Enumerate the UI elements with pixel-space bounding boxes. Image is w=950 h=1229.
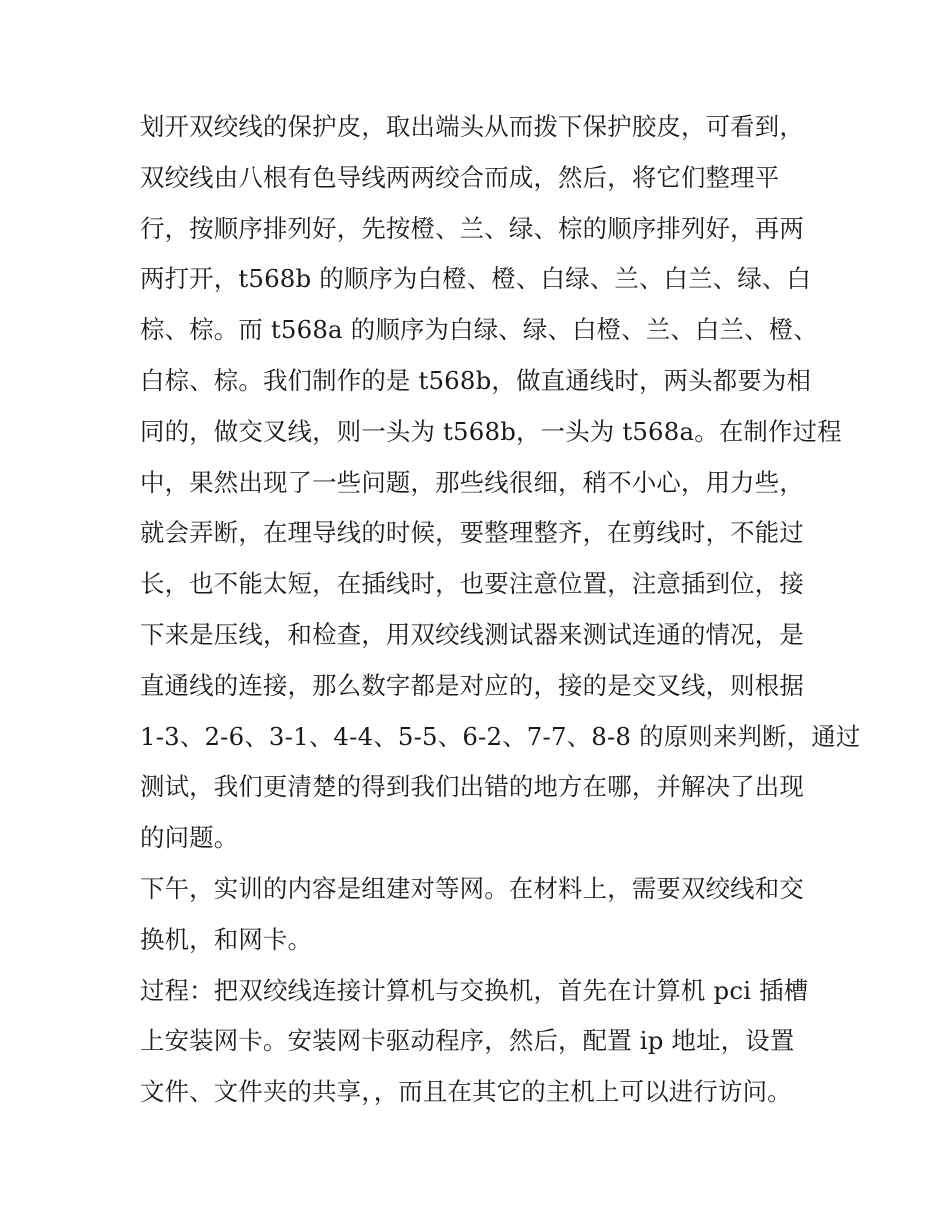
- document-body: [140, 102, 861, 1118]
- text-line: 就会弄断，在理导线的时候，要整理整齐，在剪线时，不能过: [140, 518, 804, 548]
- text-line: 直通线的连接，那么数字都是对应的，接的是交叉线，则根据: [140, 670, 804, 700]
- text-line: 过程：把双绞线连接计算机与交换机，首先在计算机 pci 插槽: [140, 975, 809, 1005]
- text-line: 的问题。: [140, 823, 239, 853]
- paragraph-process: [140, 966, 812, 1118]
- text-line: 两打开，t568b 的顺序为白橙、橙、白绿、兰、白兰、绿、白: [140, 264, 812, 294]
- text-line: 中，果然出现了一些问题，那些线很细，稍不小心，用力些，: [140, 467, 804, 497]
- text-line: 测试，我们更清楚的得到我们出错的地方在哪，并解决了出现: [140, 772, 804, 802]
- text-line: 长，也不能太短，在插线时，也要注意位置，注意插到位，接: [140, 569, 804, 599]
- paragraph-afternoon: [140, 864, 812, 966]
- paragraph-twisted-pair: [140, 102, 861, 864]
- text-line: 换机，和网卡。: [140, 924, 313, 954]
- text-line: 同的，做交叉线，则一头为 t568b，一头为 t568a。在制作过程: [140, 416, 842, 446]
- text-line: 双绞线由八根有色导线两两绞合而成，然后，将它们整理平: [140, 162, 780, 192]
- text-line: 行，按顺序排列好，先按橙、兰、绿、棕的顺序排列好，再两: [140, 213, 804, 243]
- text-line: 棕、棕。而 t568a 的顺序为白绿、绿、白橙、兰、白兰、橙、: [140, 315, 818, 345]
- text-line: 划开双绞线的保护皮，取出端头从而拨下保护胶皮，可看到，: [140, 112, 804, 141]
- text-line: 白棕、棕。我们制作的是 t568b，做直通线时，两头都要为相: [140, 365, 812, 395]
- text-line: 文件、文件夹的共享，，而且在其它的主机上可以进行访问。: [140, 1077, 792, 1107]
- text-line: 1-3、2-6、3-1、4-4、5-5、6-2、7-7、8-8 的原则来判断，通过: [140, 721, 861, 751]
- text-line: 下来是压线，和检查，用双绞线测试器来测试连通的情况，是: [140, 619, 804, 649]
- text-line: 上安装网卡。安装网卡驱动程序，然后，配置 ip 地址，设置: [140, 1026, 795, 1056]
- text-line: 下午，实训的内容是组建对等网。在材料上，需要双绞线和交: [140, 873, 804, 903]
